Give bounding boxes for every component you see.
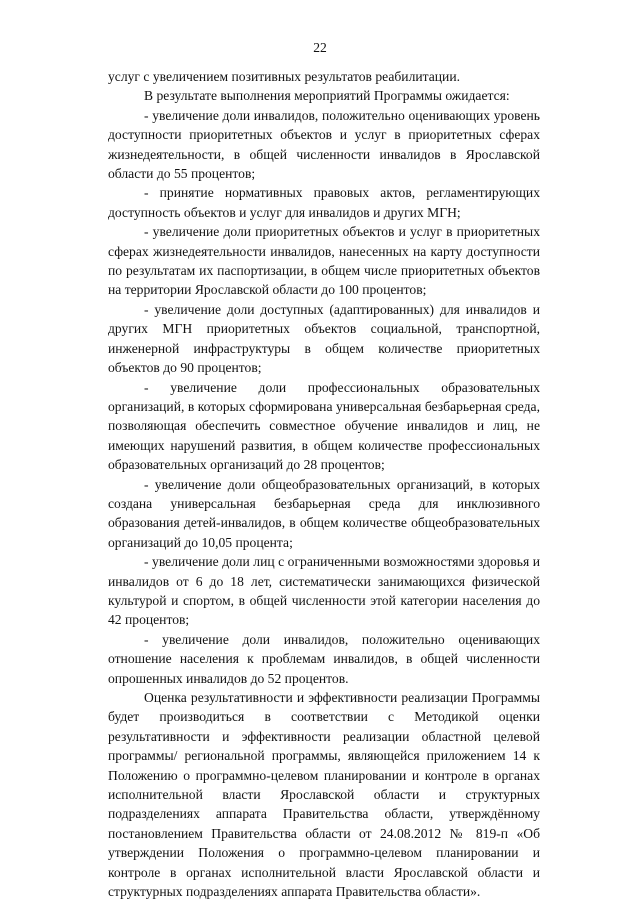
paragraph-continuation: услуг с увеличением позитивных результатов реабилитации.: [108, 69, 461, 84]
body-text: [108, 67, 540, 901]
list-item-legal-acts: - принятие нормативных правовых актов, регламентирующих доступность объектов и услуг для инвалидов и других МГН;: [108, 185, 540, 220]
paragraph-expected-results-intro: В результате выполнения мероприятий Программы ожидается:: [144, 88, 510, 104]
list-item-accessibility-map: - увеличение доли приоритетных объектов и услуг в приоритетных сферах жизнедеятельности инвалидов, нанесенных на карту доступности по результатам их паспортизации, в общем числе приоритетных объектов на территории Ярославской области до 100 процентов;: [108, 224, 540, 298]
paragraph-evaluation-method: Оценка результативности и эффективности реализации Программы будет производиться в соответствии с Методикой оценки результативности и эффективности реализации областной целевой программы/ региональной программы, являющейся приложением 14 к Положению о программно-целевом планировании и контроле в органах исполнительной власти Ярославской области и структурных подразделениях аппарата Правительства области, утверждённому постановлением Правительства области от 24.08.2012 № 819-п «Об утверждении Положения о программно-целевом планировании и контроле в органах исполнительной власти Ярославской области и структурных подразделениях аппарата Правительства области».: [108, 690, 540, 900]
list-item-general-education: - увеличение доли общеобразовательных организаций, в которых создана универсальная безбарьерная среда для инклюзивного образования детей-инвалидов, в общем количестве общеобразовательных организаций до 10,05 процента;: [108, 476, 540, 550]
list-item-adapted-objects: - увеличение доли доступных (адаптированных) для инвалидов и других МГН приоритетных объектов социальной, транспортной, инженерной инфраструктуры в общем количестве приоритетных объектов до 90 процентов;: [108, 301, 540, 376]
list-item-sports: - увеличение доли лиц с ограниченными возможностями здоровья и инвалидов от 6 до 18 лет, систематически занимающихся физической культурой и спортом, в общей численности этой категории населения до 42 процентов;: [108, 554, 540, 628]
page-number: 22: [313, 40, 327, 55]
list-item-public-attitude: - увеличение доли инвалидов, положительно оценивающих отношение населения к проблемам инвалидов, в общей численности опрошенных инвалидов до 52 процентов.: [108, 631, 540, 686]
list-item-accessibility-rating: - увеличение доли инвалидов, положительно оценивающих уровень доступности приоритетных объектов и услуг в приоритетных сферах жизнедеятельности, в общей численности инвалидов в Ярославской области до 55 процентов;: [108, 107, 540, 182]
list-item-professional-education: - увеличение доли профессиональных образовательных организаций, в которых сформирована универсальная безбарьерная среда, позволяющая обеспечить совместное обучение инвалидов и лиц, не имеющих нарушений развития, в общем количестве профессиональных образовательных организаций до 28 процентов;: [108, 379, 540, 473]
